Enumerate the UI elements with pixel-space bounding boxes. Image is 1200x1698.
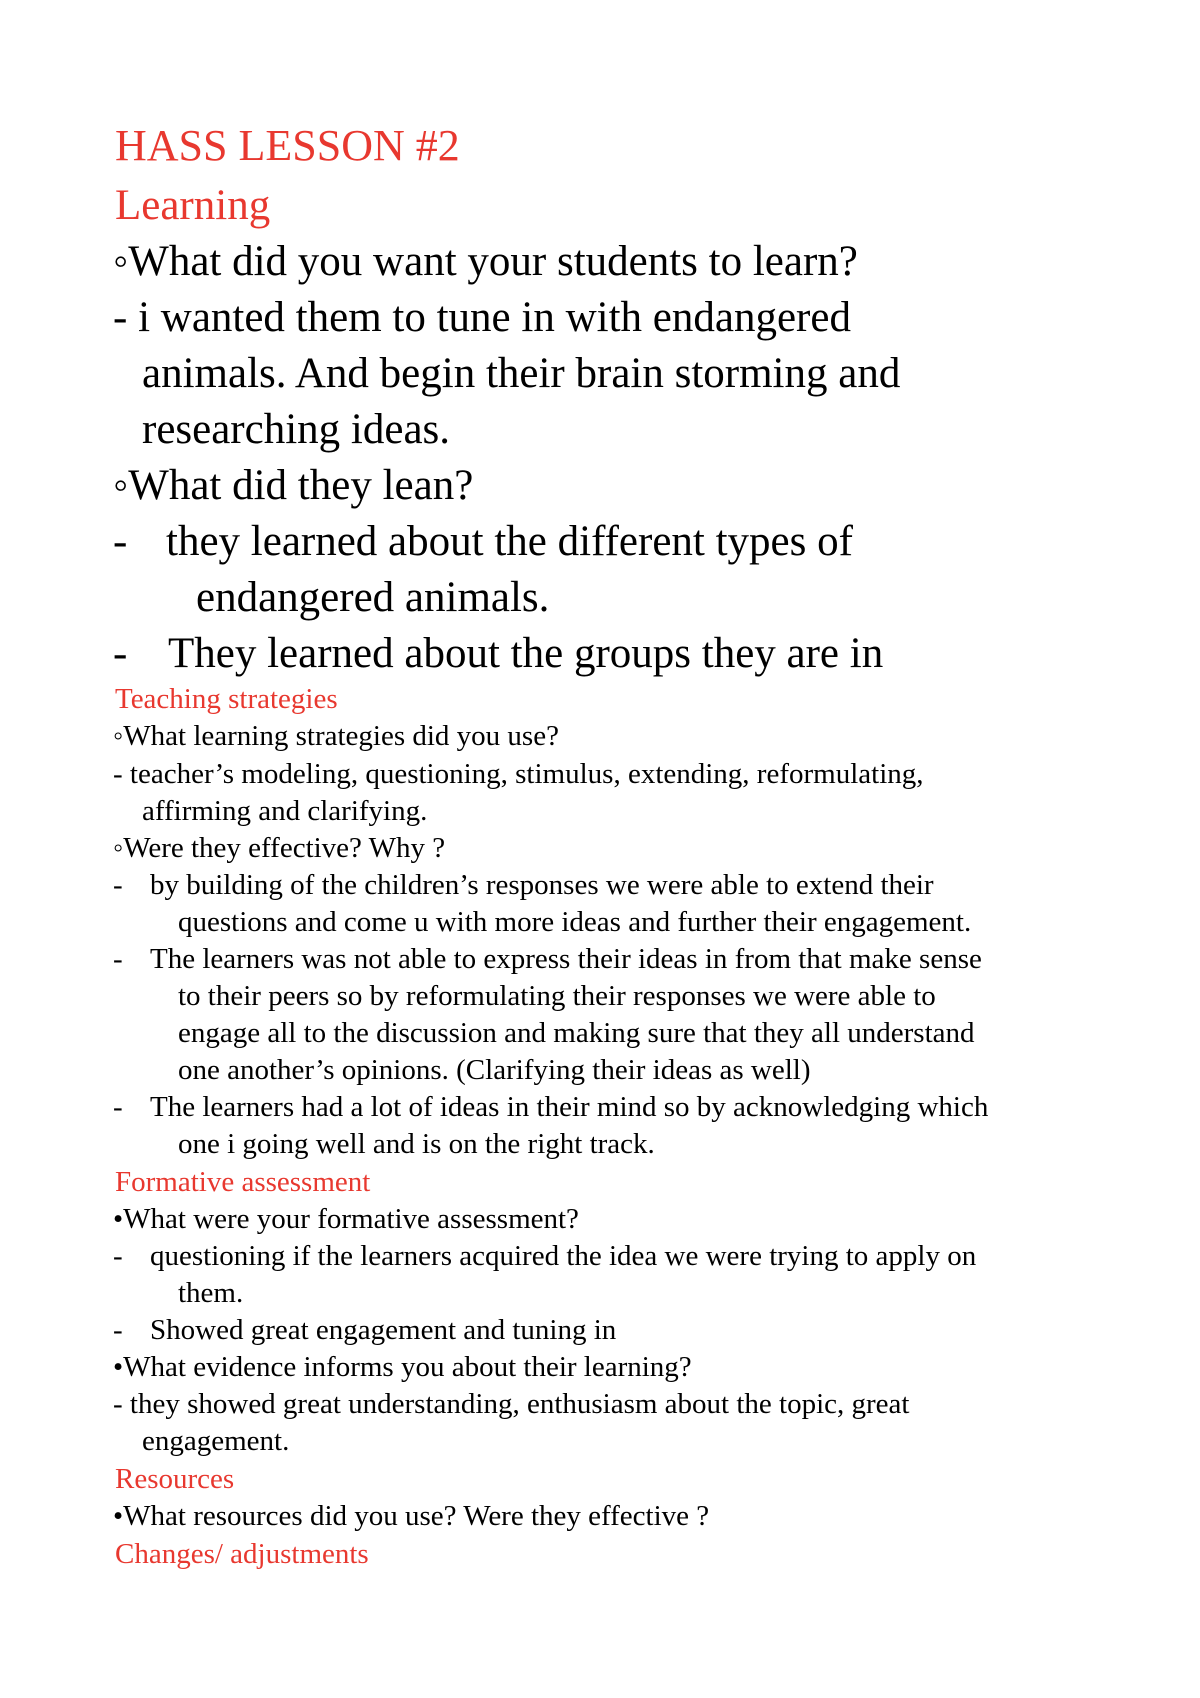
teaching-bullet-2-line-4: one another’s opinions. (Clarifying their ideas as well) (178, 1054, 811, 1086)
section-heading-changes-adjustments: Changes/ adjustments (115, 1538, 369, 1570)
teaching-question-2: ◦Were they effective? Why ? (113, 832, 446, 864)
learning-answer-2-line-2: endangered animals. (196, 574, 550, 621)
learning-question-2: ◦What did they lean? (113, 462, 474, 509)
section-heading-teaching-strategies: Teaching strategies (115, 683, 338, 715)
formative-bullet-1-line-2: them. (178, 1277, 244, 1309)
learning-answer-1-line-2: animals. And begin their brain storming and (142, 350, 901, 397)
learning-answer-2-line-1: they learned about the different types of (166, 518, 853, 565)
teaching-bullet-2-line-3: engage all to the discussion and making sure that they all understand (178, 1017, 975, 1049)
formative-question-2: •What evidence informs you about their learning? (113, 1351, 692, 1383)
formative-question-1: •What were your formative assessment? (113, 1203, 579, 1235)
teaching-bullet-3-line-2: one i going well and is on the right track. (178, 1128, 655, 1160)
formative-bullet-2-line-1: Showed great engagement and tuning in (150, 1314, 617, 1346)
teaching-bullet-3-line-1: The learners had a lot of ideas in their mind so by acknowledging which (150, 1091, 989, 1123)
resources-question-1: •What resources did you use? Were they effective ? (113, 1500, 710, 1532)
learning-answer-3: They learned about the groups they are in (168, 630, 884, 677)
teaching-answer-1-line-2: affirming and clarifying. (142, 795, 428, 827)
section-heading-learning: Learning (115, 182, 271, 229)
teaching-bullet-2-line-2: to their peers so by reformulating their responses we were able to (178, 980, 936, 1012)
bullet-dash: - (113, 1240, 123, 1272)
bullet-dash: - (113, 1314, 123, 1346)
formative-bullet-1-line-1: questioning if the learners acquired the idea we were trying to apply on (150, 1240, 977, 1272)
learning-answer-1-line-3: researching ideas. (142, 406, 451, 453)
formative-answer-2-line-2: engagement. (142, 1425, 290, 1457)
learning-question-1: ◦What did you want your students to learn? (113, 238, 858, 285)
learning-answer-1-line-1: - i wanted them to tune in with endangered (113, 294, 851, 341)
section-heading-resources: Resources (115, 1463, 235, 1495)
bullet-dash: - (113, 1091, 123, 1123)
bullet-dash: - (113, 630, 128, 677)
bullet-dash: - (113, 943, 123, 975)
teaching-bullet-1-line-2: questions and come u with more ideas and further their engagement. (178, 906, 972, 938)
teaching-question-1: ◦What learning strategies did you use? (113, 720, 559, 752)
teaching-bullet-2-line-1: The learners was not able to express their ideas in from that make sense (150, 943, 982, 975)
bullet-dash: - (113, 869, 123, 901)
teaching-bullet-1-line-1: by building of the children’s responses we were able to extend their (150, 869, 934, 901)
formative-answer-2-line-1: - they showed great understanding, enthusiasm about the topic, great (113, 1388, 910, 1420)
section-heading-formative-assessment: Formative assessment (115, 1166, 371, 1198)
page-title: HASS LESSON #2 (115, 121, 460, 170)
teaching-answer-1-line-1: - teacher’s modeling, questioning, stimulus, extending, reformulating, (113, 758, 924, 790)
bullet-dash: - (113, 518, 128, 565)
